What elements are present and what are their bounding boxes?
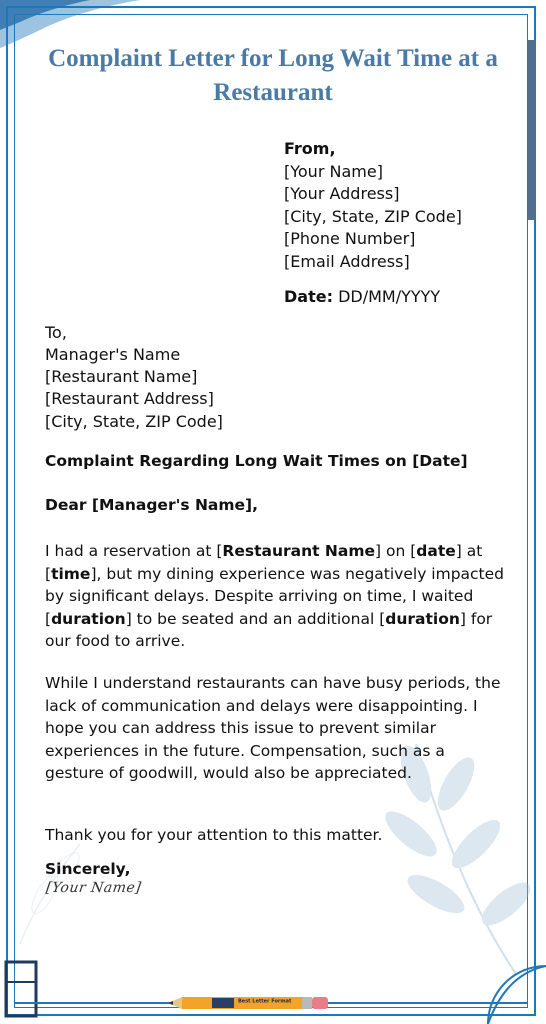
body-paragraph-1 <box>45 540 505 653</box>
sender-email: [Email Address] <box>284 252 410 271</box>
sender-phone: [Phone Number] <box>284 229 416 248</box>
salutation: Dear [Manager's Name], <box>45 496 259 514</box>
page-title: Complaint Letter for Long Wait Time at a Restaurant <box>48 45 498 106</box>
recipient-restaurant: [Restaurant Name] <box>45 367 198 386</box>
p1-bold-duration: duration <box>51 609 126 628</box>
recipient-manager: Manager's Name <box>45 345 181 364</box>
p1-text: ] to be seated and an additional [ <box>125 609 386 628</box>
to-heading: To, <box>45 323 67 342</box>
p1-bold-date: date <box>416 542 456 560</box>
sender-city: [City, State, ZIP Code] <box>284 207 462 226</box>
p1-bold-duration: duration <box>385 609 460 628</box>
p1-bold-restaurant: Restaurant Name <box>222 542 376 560</box>
closing: Sincerely, <box>45 860 131 878</box>
recipient-address: [Restaurant Address] <box>45 389 214 408</box>
p1-text: ] on [ <box>375 542 417 560</box>
date-value: DD/MM/YYYY <box>338 287 441 306</box>
pencil-logo-icon <box>168 995 330 1011</box>
p1-text: ], but my dining experience was negatively impacted by significant delays. Despite arriving on time, I waited [ <box>45 564 505 628</box>
p1-bold-time: time <box>51 564 91 583</box>
side-accent-bar <box>528 40 536 220</box>
signature: [Your Name] <box>44 880 143 896</box>
corner-decoration-bottom-right <box>466 944 546 1024</box>
p1-text: ] at [ <box>45 542 483 583</box>
recipient-city: [City, State, ZIP Code] <box>45 412 223 431</box>
subject-line: Complaint Regarding Long Wait Times on [Date] <box>45 452 468 470</box>
logo-text: Best Letter Format <box>238 998 292 1005</box>
date-label: Date: <box>284 287 333 306</box>
from-heading: From, <box>284 139 336 158</box>
date-line <box>284 286 440 308</box>
sender-name: [Your Name] <box>284 162 383 181</box>
body-paragraph-2: While I understand restaurants can have busy periods, the lack of communication and delays were disappointing. I hope you can address this issue to prevent similar experiences in the future. Compensation, such as a gesture of goodwill, would also be appreciated. <box>45 674 501 782</box>
body-paragraph-3: Thank you for your attention to this matter. <box>45 826 383 844</box>
corner-decoration-bottom-left <box>4 960 44 1020</box>
sender-address: [Your Address] <box>284 184 400 203</box>
p1-text: I had a reservation at [ <box>45 542 223 560</box>
p1-text: ] for our food to arrive. <box>45 609 493 650</box>
